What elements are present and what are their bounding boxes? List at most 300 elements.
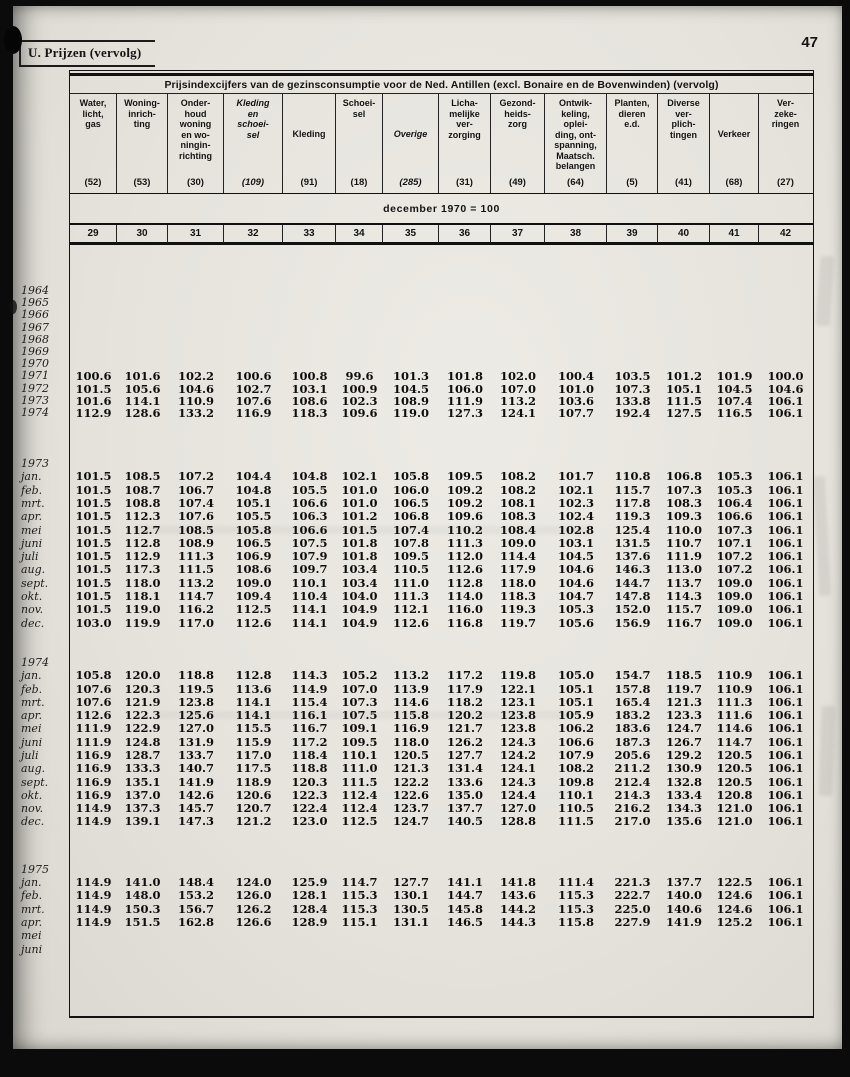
cell-value: 103.6	[557, 393, 594, 408]
cell-value: 118.4	[291, 748, 328, 762]
row-label: mrt.	[21, 695, 45, 709]
header-line: Gezond-	[499, 98, 536, 108]
cell-value: 102.1	[341, 469, 378, 484]
cell-value: 135.0	[446, 787, 483, 802]
cell-value: 123.7	[392, 801, 429, 816]
cell-value: 114.9	[75, 914, 112, 929]
cell-value: 141.0	[124, 875, 161, 890]
header-line: Planten,	[614, 98, 650, 108]
cell-value: 114.9	[291, 681, 328, 696]
row-label: 1974	[21, 405, 49, 419]
cell-value: 123.8	[177, 694, 214, 709]
cell-value: 100.0	[767, 369, 804, 384]
cell-value: 107.6	[75, 694, 112, 709]
cell-value: 101.5	[75, 469, 112, 484]
cell-value: 104.6	[177, 381, 214, 396]
cell-value: 99.6	[345, 369, 374, 384]
header-line: zorg	[508, 119, 527, 129]
header-line: heids-	[504, 108, 531, 119]
cell-value: 102.7	[235, 381, 272, 396]
column-code: (109)	[241, 177, 265, 188]
cell-value: 128.1	[291, 888, 328, 903]
row-values	[70, 789, 813, 802]
header-line: Kleding	[292, 128, 326, 139]
cell-value: 106.2	[557, 721, 594, 736]
cell-value: 119.5	[177, 681, 214, 696]
cell-value: 113.2	[177, 575, 214, 590]
cell-value: 144.2	[499, 901, 536, 916]
cell-value: 133.6	[446, 774, 483, 789]
cell-value: 110.2	[446, 522, 483, 537]
cell-value: 105.6	[557, 615, 594, 630]
cell-value: 122.2	[392, 774, 429, 789]
cell-value: 115.3	[557, 901, 594, 916]
row-label: jan.	[21, 669, 42, 683]
cell-value: 116.8	[446, 615, 483, 630]
cell-value: 144.7	[614, 575, 651, 590]
row-values	[70, 563, 813, 576]
column-number: 35	[383, 225, 439, 243]
table-row	[21, 344, 813, 358]
cell-value: 106.1	[767, 914, 804, 929]
cell-value: 102.3	[341, 393, 378, 408]
row-label: nov.	[21, 802, 44, 816]
row-label: 1965	[21, 296, 49, 310]
cell-value: 111.9	[665, 549, 702, 564]
table-row	[21, 284, 813, 297]
column-number: 39	[607, 225, 658, 243]
cell-value: 128.9	[291, 914, 328, 929]
cell-value: 112.7	[124, 522, 161, 537]
row-label: apr.	[21, 915, 43, 929]
cell-value: 104.7	[557, 589, 594, 604]
cell-value: 115.3	[341, 888, 378, 903]
cell-value: 104.4	[235, 469, 272, 484]
cell-value: 106.1	[767, 888, 804, 903]
header-line: Overige	[393, 128, 428, 139]
cell-value: 106.1	[767, 668, 804, 683]
cell-value: 118.5	[665, 668, 702, 683]
cell-value: 109.6	[446, 509, 483, 524]
cell-value: 111.3	[716, 694, 753, 709]
cell-value: 117.9	[499, 562, 536, 577]
cell-value: 118.3	[499, 589, 536, 604]
cell-value: 141.9	[177, 774, 214, 789]
cell-value: 116.1	[291, 708, 328, 723]
cell-value: 109.8	[557, 774, 594, 789]
cell-value: 116.9	[75, 761, 112, 776]
table-row	[21, 602, 813, 617]
cell-value: 114.9	[75, 875, 112, 890]
column-header-label	[336, 98, 382, 170]
cell-value: 214.3	[614, 787, 651, 802]
column-code: (5)	[626, 177, 638, 188]
table-row	[21, 787, 813, 802]
cell-value: 116.9	[75, 787, 112, 802]
cell-value: 115.5	[235, 721, 272, 736]
row-values	[70, 617, 813, 630]
cell-value: 106.1	[767, 708, 804, 723]
cell-value: 133.3	[124, 761, 161, 776]
row-label: juni	[21, 536, 43, 550]
cell-value: 112.5	[341, 814, 378, 829]
row-label: apr.	[21, 709, 43, 723]
cell-value: 183.2	[614, 708, 651, 723]
cell-value: 108.9	[177, 535, 214, 550]
row-label: mrt.	[21, 496, 45, 510]
cell-value: 111.9	[446, 393, 483, 408]
column-number: 34	[336, 225, 383, 243]
header-line: houd	[184, 108, 207, 119]
cell-value: 162.8	[177, 914, 214, 929]
cell-value: 103.5	[614, 369, 651, 384]
cell-value: 115.7	[614, 482, 651, 497]
column-number: 29	[70, 225, 117, 243]
cell-value: 107.0	[341, 681, 378, 696]
cell-value: 101.5	[75, 535, 112, 550]
cell-value: 105.9	[557, 708, 594, 723]
cell-value: 106.1	[767, 549, 804, 564]
cell-value: 104.8	[235, 482, 272, 497]
cell-value: 106.8	[392, 509, 429, 524]
cell-value: 114.7	[341, 875, 378, 890]
header-line: ver-	[675, 108, 692, 119]
cell-value: 151.5	[124, 914, 161, 929]
cell-value: 106.1	[767, 602, 804, 617]
cell-value: 104.0	[341, 589, 378, 604]
cell-value: 104.5	[392, 381, 429, 396]
cell-value: 124.6	[716, 888, 753, 903]
row-label: feb.	[21, 483, 43, 497]
cell-value: 106.1	[767, 681, 804, 696]
cell-value: 102.1	[557, 482, 594, 497]
cell-value: 111.3	[177, 549, 214, 564]
cell-value: 122.6	[392, 787, 429, 802]
bleedthrough-smudge	[816, 256, 835, 327]
cell-value: 106.1	[767, 575, 804, 590]
section-title: U. Prijzen (vervolg)	[19, 40, 155, 67]
cell-value: 105.1	[235, 495, 272, 510]
cell-value: 112.3	[124, 509, 161, 524]
cell-value: 111.3	[392, 589, 429, 604]
cell-value: 106.1	[767, 734, 804, 749]
header-line: spanning,	[554, 140, 597, 150]
cell-value: 102.0	[499, 369, 536, 384]
row-label: juni	[21, 942, 43, 956]
year-block	[21, 284, 813, 420]
cell-value: 117.2	[446, 668, 483, 683]
column-header-label	[224, 98, 282, 170]
table-row	[21, 888, 813, 903]
cell-value: 104.9	[341, 615, 378, 630]
row-label: 1964	[21, 284, 49, 297]
cell-value: 130.9	[665, 761, 702, 776]
column-code: (68)	[725, 177, 743, 188]
cell-value: 109.5	[341, 734, 378, 749]
column-header-37	[491, 94, 545, 193]
cell-value: 108.9	[392, 393, 429, 408]
cell-value: 101.5	[75, 562, 112, 577]
row-values	[70, 550, 813, 563]
header-line: melijke	[449, 108, 480, 119]
cell-value: 116.9	[392, 721, 429, 736]
cell-value: 129.2	[665, 748, 702, 762]
cell-value: 106.0	[446, 381, 483, 396]
cell-value: 124.0	[235, 875, 272, 890]
cell-value: 111.5	[557, 814, 594, 829]
table-row	[21, 914, 813, 929]
cell-value: 106.6	[716, 509, 753, 524]
cell-value: 116.9	[75, 748, 112, 762]
cell-value: 107.7	[557, 405, 594, 420]
cell-value: 192.4	[614, 405, 651, 420]
cell-value: 121.9	[124, 694, 161, 709]
cell-value: 112.8	[235, 668, 272, 683]
row-label: jan.	[21, 470, 42, 484]
column-code: (18)	[350, 177, 368, 188]
cell-value: 107.5	[291, 535, 328, 550]
cell-value: 120.3	[291, 774, 328, 789]
cell-value: 119.3	[499, 602, 536, 617]
row-values	[70, 484, 813, 497]
cell-value: 119.7	[499, 615, 536, 630]
cell-value: 104.9	[341, 602, 378, 617]
year-block	[21, 655, 813, 829]
cell-value: 101.5	[75, 575, 112, 590]
cell-value: 110.7	[665, 535, 702, 550]
cell-value: 107.4	[177, 495, 214, 510]
cell-value: 105.3	[716, 482, 753, 497]
cell-value: 131.5	[614, 535, 651, 550]
cell-value: 107.6	[177, 509, 214, 524]
cell-value: 102.3	[557, 495, 594, 510]
cell-value: 104.8	[291, 469, 328, 484]
cell-value: 122.4	[291, 801, 328, 816]
row-values	[70, 510, 813, 523]
cell-value: 101.5	[75, 509, 112, 524]
cell-value: 106.9	[235, 549, 272, 564]
cell-value: 106.0	[392, 482, 429, 497]
table-row	[21, 296, 813, 310]
row-values	[70, 669, 813, 682]
cell-value: 157.8	[614, 681, 651, 696]
row-values	[70, 776, 813, 789]
cell-value: 114.1	[235, 694, 272, 709]
cell-value: 127.0	[177, 721, 214, 736]
header-line: Maatsch.	[556, 150, 595, 161]
cell-value: 123.3	[665, 708, 702, 723]
cell-value: 119.7	[665, 681, 702, 696]
cell-value: 112.8	[124, 535, 161, 550]
table-row	[21, 469, 813, 484]
header-line: e.d.	[624, 119, 640, 129]
cell-value: 107.6	[235, 393, 272, 408]
cell-value: 156.9	[614, 615, 651, 630]
cell-value: 132.8	[665, 774, 702, 789]
table-row	[21, 681, 813, 696]
cell-value: 113.2	[392, 668, 429, 683]
cell-value: 140.0	[665, 888, 702, 903]
cell-value: 119.0	[392, 405, 429, 420]
cell-value: 106.6	[291, 495, 328, 510]
column-header-30	[117, 94, 168, 193]
cell-value: 117.2	[291, 734, 328, 749]
column-code: (64)	[567, 177, 584, 188]
cell-value: 108.5	[124, 469, 161, 484]
cell-value: 101.5	[75, 522, 112, 537]
cell-value: 110.9	[716, 681, 753, 696]
year-block	[21, 457, 813, 630]
cell-value: 146.3	[614, 562, 651, 577]
cell-value: 111.6	[716, 708, 753, 723]
cell-value: 101.7	[557, 469, 594, 484]
cell-value: 112.9	[124, 549, 161, 564]
cell-value: 117.3	[124, 562, 161, 577]
header-line: belangen	[555, 161, 596, 171]
cell-value: 126.2	[235, 901, 272, 916]
column-header-label	[439, 98, 490, 170]
cell-value: 103.1	[291, 381, 328, 396]
cell-value: 101.2	[341, 509, 378, 524]
header-line: Schoei-	[342, 98, 376, 108]
header-line: licht,	[82, 108, 104, 119]
column-header-label	[117, 98, 167, 170]
row-label: mei	[21, 722, 42, 736]
cell-value: 109.5	[446, 469, 483, 484]
column-code: (52)	[84, 177, 102, 188]
header-line: dieren	[618, 108, 646, 119]
table-row	[21, 942, 813, 956]
cell-value: 141.1	[446, 875, 483, 890]
cell-value: 124.3	[499, 774, 536, 789]
cell-value: 118.8	[291, 761, 328, 776]
cell-value: 106.1	[767, 469, 804, 484]
row-label: 1973	[21, 393, 49, 407]
cell-value: 124.3	[499, 734, 536, 749]
cell-value: 100.9	[341, 381, 378, 396]
row-label: feb.	[21, 889, 43, 903]
cell-value: 114.9	[75, 814, 112, 829]
cell-value: 205.6	[614, 748, 651, 762]
bleedthrough-smudge	[153, 711, 573, 719]
cell-value: 120.2	[446, 708, 483, 723]
header-line: ningin-	[180, 140, 211, 150]
table-row	[21, 901, 813, 916]
cell-value: 123.8	[499, 721, 536, 736]
cell-value: 122.1	[499, 681, 536, 696]
cell-value: 121.0	[716, 801, 753, 816]
cell-value: 107.6	[75, 681, 112, 696]
cell-value: 125.9	[291, 875, 328, 890]
cell-value: 134.3	[665, 801, 702, 816]
cell-value: 106.1	[767, 562, 804, 577]
cell-value: 111.0	[341, 761, 378, 776]
cell-value: 216.2	[614, 801, 651, 816]
cell-value: 126.6	[235, 914, 272, 929]
cell-value: 107.3	[614, 381, 651, 396]
cell-value: 211.2	[614, 761, 651, 776]
cell-value: 143.6	[499, 888, 536, 903]
cell-value: 121.0	[716, 814, 753, 829]
cell-value: 107.3	[665, 482, 702, 497]
table-title: Prijsindexcijfers van de gezinsconsumptie voor de Ned. Antillen (excl. Bonaire en de Bovenwinden) (vervolg)	[70, 73, 813, 94]
cell-value: 106.8	[665, 469, 702, 484]
cell-value: 114.3	[291, 668, 328, 683]
column-header-label	[545, 98, 606, 170]
cell-value: 115.1	[341, 914, 378, 929]
header-line: richting	[179, 150, 212, 161]
cell-value: 101.3	[392, 369, 429, 384]
cell-value: 112.6	[75, 708, 112, 723]
cell-value: 140.7	[177, 761, 214, 776]
cell-value: 111.9	[75, 721, 112, 736]
header-line: ringen	[771, 119, 800, 129]
column-code: (31)	[456, 177, 473, 188]
cell-value: 116.5	[716, 405, 753, 420]
row-label: aug.	[21, 762, 46, 776]
header-line: ting	[133, 119, 151, 129]
cell-value: 121.7	[446, 721, 483, 736]
column-code: (285)	[399, 177, 422, 188]
column-header-40	[658, 94, 710, 193]
cell-value: 125.4	[614, 522, 651, 537]
column-numbers-row	[70, 225, 813, 245]
header-line: zorging	[448, 129, 481, 140]
cell-value: 106.1	[767, 761, 804, 776]
cell-value: 100.6	[75, 369, 112, 384]
row-label: mrt.	[21, 902, 45, 916]
column-number: 32	[224, 225, 283, 243]
cell-value: 109.0	[499, 535, 536, 550]
column-number: 38	[545, 225, 607, 243]
row-values	[70, 815, 813, 828]
cell-value: 103.4	[341, 562, 378, 577]
cell-value: 112.4	[341, 801, 378, 816]
header-line: Ontwik-	[559, 98, 592, 108]
cell-value: 109.2	[446, 482, 483, 497]
cell-value: 117.0	[235, 748, 272, 762]
cell-value: 227.9	[614, 914, 651, 929]
cell-value: 107.4	[716, 393, 753, 408]
cell-value: 105.3	[716, 469, 753, 484]
cell-value: 114.0	[446, 589, 483, 604]
header-line: inrich-	[128, 108, 156, 119]
cell-value: 145.7	[177, 801, 214, 816]
cell-value: 103.1	[557, 535, 594, 550]
cell-value: 101.5	[75, 495, 112, 510]
cell-value: 137.6	[614, 549, 651, 564]
cell-value: 148.0	[124, 888, 161, 903]
table-row	[21, 405, 813, 420]
cell-value: 105.6	[124, 381, 161, 396]
row-values	[70, 749, 813, 762]
column-header-34	[336, 94, 383, 193]
cell-value: 101.8	[446, 369, 483, 384]
cell-value: 110.1	[557, 787, 594, 802]
cell-value: 126.7	[665, 734, 702, 749]
column-header-label	[607, 98, 657, 170]
cell-value: 110.5	[392, 562, 429, 577]
cell-value: 105.1	[557, 681, 594, 696]
cell-value: 101.6	[124, 369, 161, 384]
price-index-table	[21, 70, 814, 1018]
row-label: juni	[21, 735, 43, 749]
column-header-label	[759, 98, 812, 170]
table-row	[21, 549, 813, 564]
cell-value: 187.3	[614, 734, 651, 749]
cell-value: 107.3	[341, 694, 378, 709]
cell-value: 112.9	[75, 405, 112, 420]
